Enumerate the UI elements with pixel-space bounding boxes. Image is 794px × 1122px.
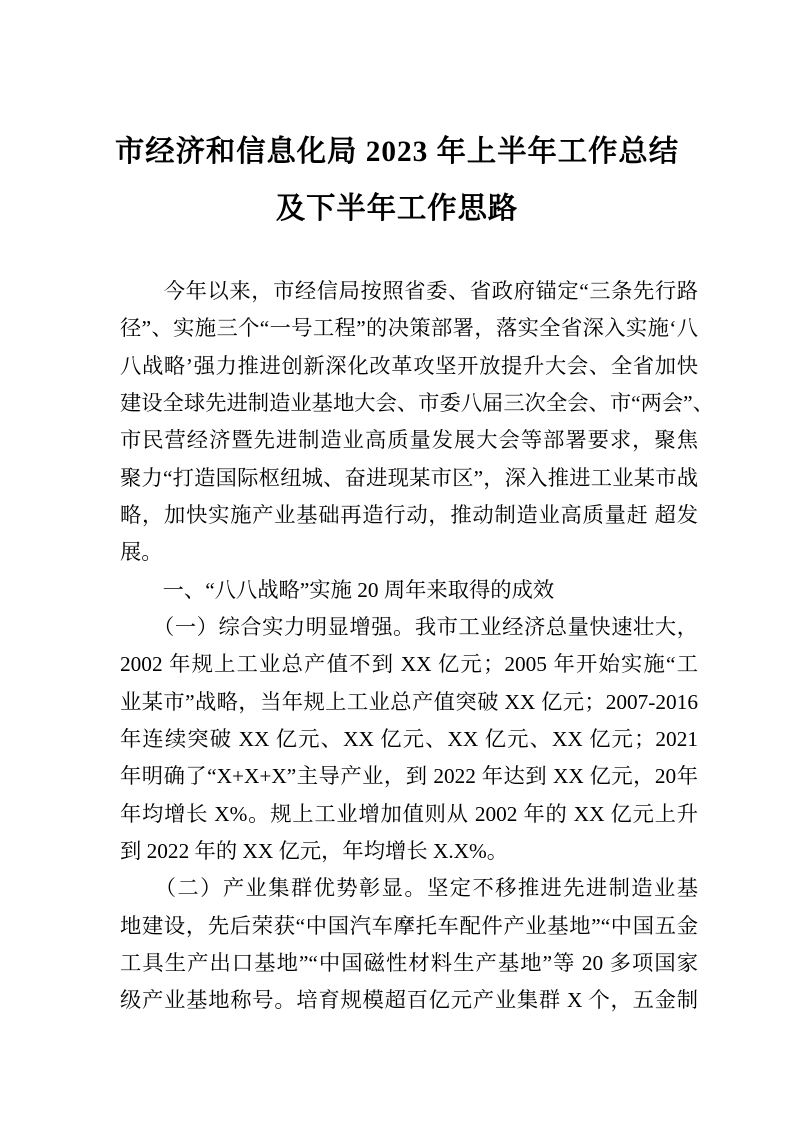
title-line-2: 及下半年工作思路 [275, 193, 519, 225]
text-line: 建设全球先进制造业基地大会、市委八届三次全会、市“两会”、 [120, 390, 714, 415]
paragraph [120, 609, 698, 870]
document-body [120, 273, 714, 1020]
text-line: 2002 年规上工业总产值不到 XX 亿元；2005 年开始实施“工 [120, 652, 698, 677]
text-line: （一）综合实力明显增强。我市工业经济总量快速壮大， [120, 614, 698, 639]
text-line: 市民营经济暨先进制造业高质量发展大会等部署要求，聚焦 [120, 428, 698, 453]
text-line: 年明确了“X+X+X”主导产业，到 2022 年达到 XX 亿元，20年 [120, 764, 698, 789]
text-line: 业某市”战略，当年规上工业总产值突破 XX 亿元；2007-2016 [120, 689, 698, 714]
text-line: 八战略’强力推进创新深化改革攻坚开放提升大会、全省加快 [120, 353, 698, 378]
section-heading [120, 572, 698, 609]
paragraph [120, 273, 714, 572]
text-line: （二）产业集群优势彰显。坚定不移推进先进制造业基 [120, 876, 698, 901]
paragraph [120, 870, 698, 1019]
text-line: 径”、实施三个“一号工程”的决策部署，落实全省深入实施‘八 [120, 316, 698, 341]
text-line: 一、“八八战略”实施 20 周年来取得的成效 [120, 577, 555, 602]
text-line: 年连续突破 XX 亿元、XX 亿元、XX 亿元、XX 亿元；2021 [120, 726, 698, 751]
text-line: 年均增长 X%。规上工业增加值则从 2002 年的 XX 亿元上升 [120, 801, 698, 826]
text-line: 略，加快实施产业基础再造行动，推动制造业高质量赶 超发 [120, 502, 698, 527]
text-line: 工具生产出口基地”“中国磁性材料生产基地”等 20 多项国家 [120, 950, 698, 975]
title-line-1: 市经济和信息化局 2023 年上半年工作总结 [115, 136, 679, 168]
document-title [0, 124, 794, 238]
text-line: 地建设，先后荣获“中国汽车摩托车配件产业基地”“中国五金 [120, 913, 698, 938]
text-line: 级产业基地称号。培育规模超百亿元产业集群 X 个，五金制 [120, 988, 698, 1013]
text-line: 聚力“打造国际枢纽城、奋进现某市区”，深入推进工业某市战 [120, 465, 698, 490]
text-line: 展。 [120, 540, 163, 565]
text-line: 今年以来，市经信局按照省委、省政府锚定“三条先行路 [120, 279, 698, 303]
text-line: 到 2022 年的 XX 亿元，年均增长 X.X%。 [120, 838, 509, 863]
